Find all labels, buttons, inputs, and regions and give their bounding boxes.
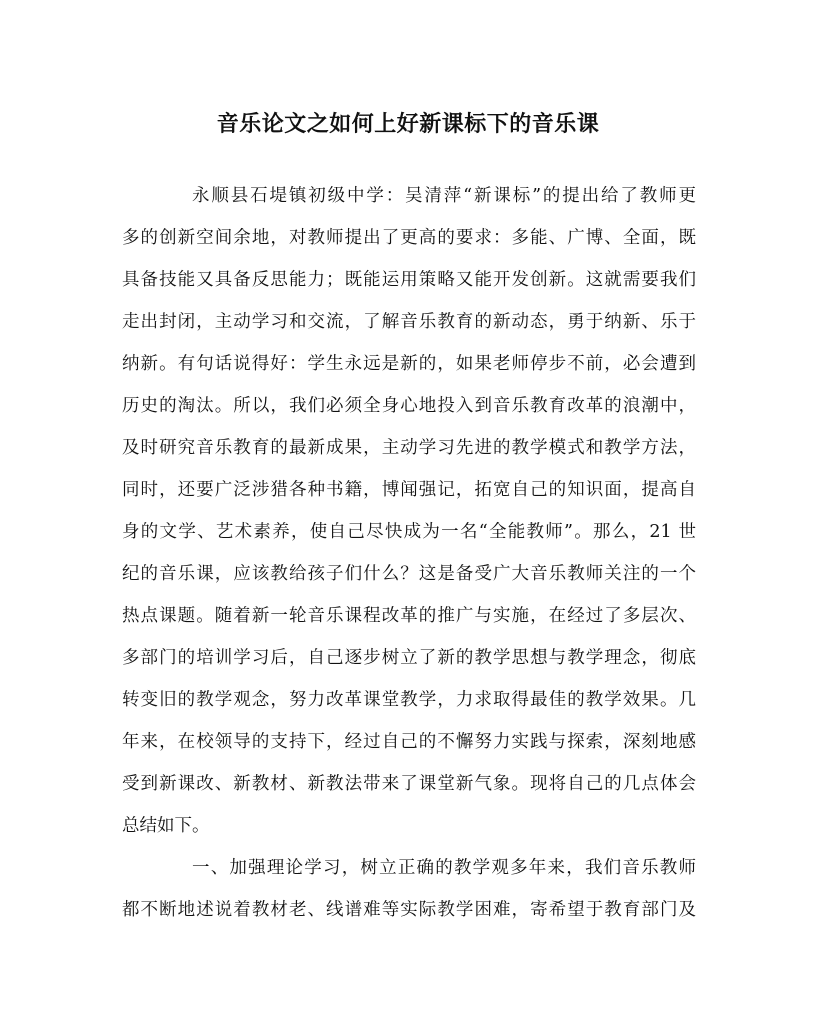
text-line: 多部门的培训学习后，自己逐步树立了新的教学思想与教学理念，彻底 [122,648,696,668]
text-line: 永顺县石堤镇初级中学：吴清萍“新课标”的提出给了教师更 [192,186,696,206]
text-line: 及时研究音乐教育的最新成果，主动学习先进的教学模式和教学方法， [122,438,696,458]
text-line: 年来，在校领导的支持下，经过自己的不懈努力实践与探索，深刻地感 [122,732,696,752]
text-line: 总结如下。 [122,816,210,836]
text-line: 热点课题。随着新一轮音乐课程改革的推广与实施，在经过了多层次、 [122,606,696,626]
section-heading-line: 一、加强理论学习，树立正确的教学观多年来，我们音乐教师 [192,858,696,878]
text-line: 纳新。有句话说得好：学生永远是新的，如果老师停步不前，必会遭到 [122,354,696,374]
document-title: 音乐论文之如何上好新课标下的音乐课 [216,111,600,137]
text-line: 受到新课改、新教材、新教法带来了课堂新气象。现将自己的几点体会 [122,774,696,794]
text-line: 历史的淘汰。所以，我们必须全身心地投入到音乐教育改革的浪潮中， [122,396,696,416]
text-line: 具备技能又具备反思能力；既能运用策略又能开发创新。这就需要我们 [122,270,696,290]
text-line: 都不断地述说着教材老、线谱难等实际教学困难，寄希望于教育部门及 [122,900,696,920]
text-line: 走出封闭，主动学习和交流，了解音乐教育的新动态，勇于纳新、乐于 [122,312,696,332]
text-line: 多的创新空间余地，对教师提出了更高的要求：多能、广博、全面，既 [122,228,696,248]
text-line: 同时，还要广泛涉猎各种书籍，博闻强记，拓宽自己的知识面，提高自 [122,480,696,500]
text-line: 身的文学、艺术素养，使自己尽快成为一名“全能教师”。那么，21 世 [122,522,696,542]
text-line: 转变旧的教学观念，努力改革课堂教学，力求取得最佳的教学效果。几 [122,690,696,710]
text-line: 纪的音乐课，应该教给孩子们什么？这是备受广大音乐教师关注的一个 [122,564,696,584]
